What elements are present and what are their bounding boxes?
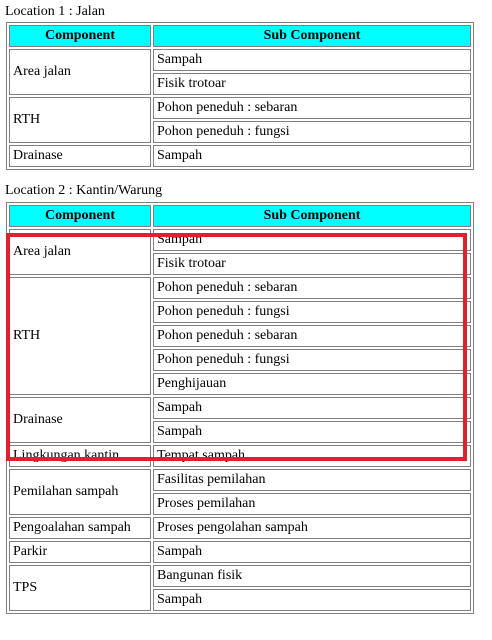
sub-component-cell: Sampah bbox=[153, 397, 471, 419]
sub-component-cell: Tempat sampah bbox=[153, 445, 471, 467]
location-2-rows bbox=[9, 229, 471, 611]
component-cell: Pengoalahan sampah bbox=[9, 517, 151, 539]
location-2-title: Location 2 : Kantin/Warung bbox=[5, 183, 163, 198]
location-1-title: Location 1 : Jalan bbox=[5, 4, 105, 19]
table-row bbox=[9, 49, 471, 71]
component-cell: Pemilahan sampah bbox=[9, 469, 151, 515]
location-1-rows bbox=[9, 49, 471, 167]
table-row bbox=[9, 541, 471, 563]
sub-component-cell: Fasilitas pemilahan bbox=[153, 469, 471, 491]
table-header-row bbox=[9, 205, 471, 227]
sub-component-cell: Pohon peneduh : sebaran bbox=[153, 325, 471, 347]
component-cell: Area jalan bbox=[9, 49, 151, 95]
table-header-row bbox=[9, 25, 471, 47]
sub-component-cell: Fisik trotoar bbox=[153, 253, 471, 275]
component-cell: Lingkungan kantin bbox=[9, 445, 151, 467]
table-row bbox=[9, 97, 471, 119]
sub-component-cell: Proses pemilahan bbox=[153, 493, 471, 515]
table-row bbox=[9, 145, 471, 167]
component-header: Component bbox=[9, 25, 151, 47]
component-cell: Drainase bbox=[9, 397, 151, 443]
sub-component-cell: Sampah bbox=[153, 145, 471, 167]
component-header: Component bbox=[9, 205, 151, 227]
sub-component-cell: Fisik trotoar bbox=[153, 73, 471, 95]
table-row bbox=[9, 469, 471, 491]
table-row bbox=[9, 517, 471, 539]
table-row bbox=[9, 445, 471, 467]
sub-component-header: Sub Component bbox=[153, 205, 471, 227]
sub-component-cell: Pohon peneduh : fungsi bbox=[153, 349, 471, 371]
component-cell: RTH bbox=[9, 277, 151, 395]
table-row bbox=[9, 277, 471, 299]
component-cell: Area jalan bbox=[9, 229, 151, 275]
sub-component-cell: Sampah bbox=[153, 589, 471, 611]
table-row bbox=[9, 565, 471, 587]
component-cell: RTH bbox=[9, 97, 151, 143]
sub-component-cell: Sampah bbox=[153, 541, 471, 563]
location-2-table bbox=[6, 202, 474, 614]
sub-component-cell: Pohon peneduh : fungsi bbox=[153, 301, 471, 323]
sub-component-cell: Pohon peneduh : fungsi bbox=[153, 121, 471, 143]
sub-component-cell: Proses pengolahan sampah bbox=[153, 517, 471, 539]
table-row bbox=[9, 397, 471, 419]
sub-component-cell: Pohon peneduh : sebaran bbox=[153, 97, 471, 119]
sub-component-cell: Penghijauan bbox=[153, 373, 471, 395]
sub-component-cell: Sampah bbox=[153, 49, 471, 71]
sub-component-cell: Pohon peneduh : sebaran bbox=[153, 277, 471, 299]
component-cell: TPS bbox=[9, 565, 151, 611]
sub-component-cell: Bangunan fisik bbox=[153, 565, 471, 587]
sub-component-cell: Sampah bbox=[153, 421, 471, 443]
component-cell: Parkir bbox=[9, 541, 151, 563]
location-1-table bbox=[6, 22, 474, 170]
table-row bbox=[9, 229, 471, 251]
sub-component-header: Sub Component bbox=[153, 25, 471, 47]
sub-component-cell: Sampah bbox=[153, 229, 471, 251]
component-cell: Drainase bbox=[9, 145, 151, 167]
